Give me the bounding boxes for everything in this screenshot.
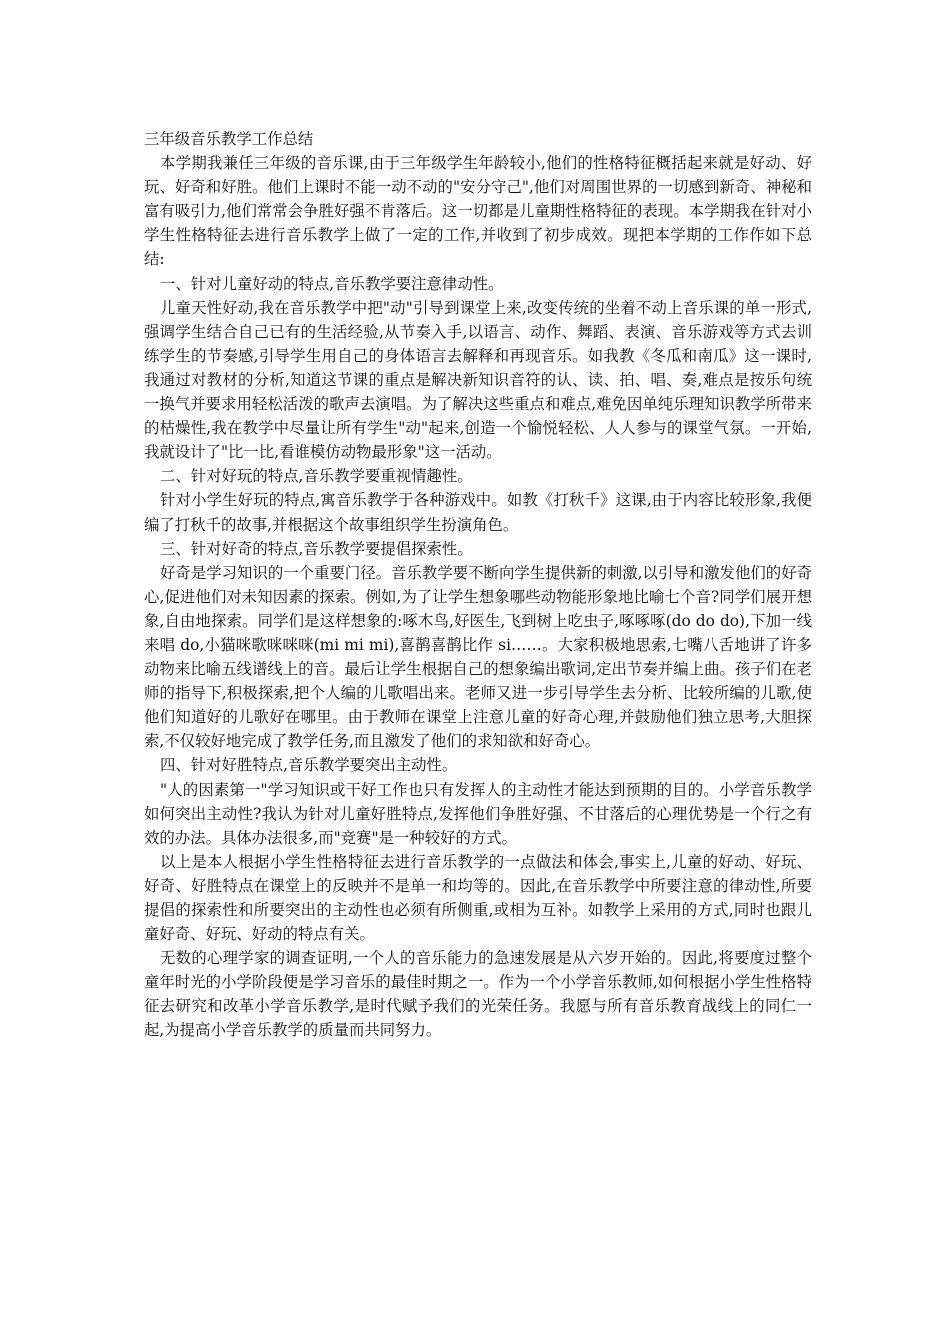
document-body: [144, 127, 812, 1043]
paragraph-conclusion: 无数的心理学家的调查证明,一个人的音乐能力的急速发展是从六岁开始的。因此,将要度过整个童年时光的小学阶段便是学习音乐的最佳时期之一。作为一个小学音乐教师,如何根据小学生性格特征去研究和改革小学音乐教学,是时代赋予我们的光荣任务。我愿与所有音乐教育战线上的同仁一起,为提高小学音乐教学的质量而共同努力。: [144, 949, 812, 1040]
section-heading-3: 三、针对好奇的特点,音乐教学要提倡探索性。: [160, 539, 473, 558]
paragraph-summary: 以上是本人根据小学生性格特征去进行音乐教学的一点做法和体会,事实上,儿童的好动、好玩、好奇、好胜特点在课堂上的反映并不是单一和均等的。因此,在音乐教学中所要注意的律动性,所要提倡的探索性和所要突出的主动性也必须有所侧重,或相为互补。如教学上采用的方式,同时也跟儿童好奇、好玩、好动的特点有关。: [144, 852, 812, 944]
paragraph-section-2: 针对小学生好玩的特点,寓音乐教学于各种游戏中。如教《打秋千》这课,由于内容比较形象,我便编了打秋千的故事,并根据这个故事组织学生扮演角色。: [144, 491, 812, 534]
paragraph-section-1: 儿童天性好动,我在音乐教学中把"动"引导到课堂上来,改变传统的坐着不动上音乐课的单一形式,强调学生结合自己已有的生活经验,从节奏入手,以语言、动作、舞蹈、表演、音乐游戏等方式去训练学生的节奏感,引导学生用自己的身体语言去解释和再现音乐。如我教《冬瓜和南瓜》这一课时,我通过对教材的分析,知道这节课的重点是解决新知识音符的认、读、拍、唱、奏,难点是按乐句统一换气并要求用轻松活泼的歌声去演唱。为了解决这些重点和难点,难免因单纯乐理知识教学所带来的枯燥性,我在教学中尽量让所有学生"动"起来,创造一个愉悦轻松、人人参与的课堂气氛。一开始,我就设计了"比一比,看谁模仿动物最形象"这一活动。: [144, 298, 812, 462]
paragraph-intro: 本学期我兼任三年级的音乐课,由于三年级学生年龄较小,他们的性格特征概括起来就是好动、好玩、好奇和好胜。他们上课时不能一动不动的"安分守己",他们对周围世界的一切感到新奇、神秘和富有吸引力,他们常常会争胜好强不肯落后。这一切都是儿童期性格特征的表现。本学期我在针对小学生性格特征去进行音乐教学上做了一定的工作,并收到了初步成效。现把本学期的工作作如下总结:: [144, 154, 812, 269]
paragraph-section-3: 好奇是学习知识的一个重要门径。音乐教学要不断向学生提供新的刺激,以引导和激发他们的好奇心,促进他们对未知因素的探索。例如,为了让学生想象哪些动物能形象地比喻七个音?同学们展开想象,自由地探索。同学们是这样想象的:啄木鸟,好医生,飞到树上吃虫子,啄啄啄(do do do),下加一线来唱 do,小猫咪歌咪咪咪(mi mi mi),喜鹊喜鹊比作 si……。大家积极地思索,七嘴八舌地讲了许多动物来比喻五线谱线上的音。最后让学生根据自己的想象编出歌词,定出节奏并编上曲。孩子们在老师的指导下,积极探索,把个人编的儿歌唱出来。老师又进一步引导学生去分析、比较所编的儿歌,使他们知道好的儿歌好在哪里。由于教师在课堂上注意儿童的好奇心理,并鼓励他们独立思考,大胆探索,不仅较好地完成了教学任务,而且激发了他们的求知欲和好奇心。: [144, 563, 812, 751]
section-heading-4: 四、针对好胜特点,音乐教学要突出主动性。: [160, 756, 458, 775]
section-heading-2: 二、针对好玩的特点,音乐教学要重视情趣性。: [160, 467, 473, 486]
document-title: 三年级音乐教学工作总结: [144, 130, 314, 148]
section-heading-1: 一、针对儿童好动的特点,音乐教学要注意律动性。: [160, 274, 504, 293]
paragraph-section-4: "人的因素第一"学习知识或干好工作也只有发挥人的主动性才能达到预期的目的。小学音乐教学如何突出主动性?我认为针对儿童好胜特点,发挥他们争胜好强、不甘落后的心理优势是一个行之有效的办法。具体办法很多,而"竞赛"是一种较好的方式。: [144, 780, 812, 847]
